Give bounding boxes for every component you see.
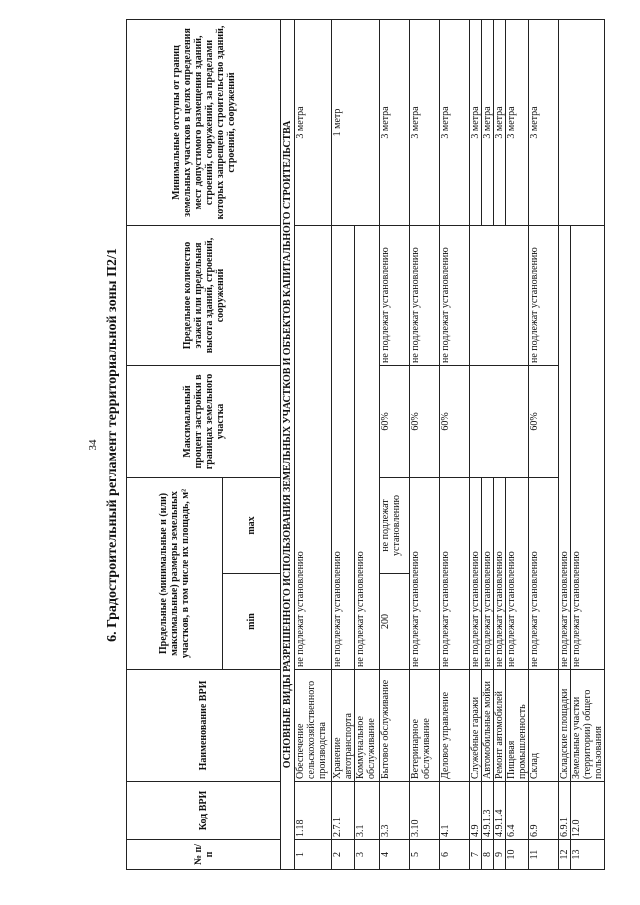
cell-size: не подлежат установлению [470, 477, 482, 669]
cell-size: не подлежат установлению [482, 477, 494, 669]
table-row [559, 19, 571, 869]
cell-num: 8 [482, 840, 494, 870]
cell-code: 3.10 [410, 782, 440, 840]
cell-setback: 3 метра [482, 19, 494, 225]
page-number: 34 [87, 439, 99, 451]
cell-setback: 3 метра [440, 19, 470, 225]
table-row [332, 19, 355, 869]
table-row [440, 19, 470, 869]
cell-name: Автомобильные мойки [482, 670, 494, 782]
cell-num: 1 [295, 840, 332, 870]
cell-num: 5 [410, 840, 440, 870]
cell-code: 12.0 [571, 782, 605, 840]
cell-num: 13 [571, 840, 605, 870]
cell-setback: 3 метра [380, 19, 410, 225]
cell-name: Ветеринарное обслуживание [410, 670, 440, 782]
cell-num: 3 [355, 840, 380, 870]
cell-max: не подлежат установлению [380, 477, 410, 573]
header-setback: Минимальные отступы от границ земельных участков в целях определения мест допустимого размещения зданий, строений, сооружений, за пределами которых запрещено строительство зданий, строений, сооружений [127, 19, 281, 225]
cell-num: 12 [559, 840, 571, 870]
cell-code: 1.18 [295, 782, 332, 840]
cell-name: Бытовое обслуживание [380, 670, 410, 782]
cell-size: не подлежат установлению [506, 477, 529, 669]
header-build-pct: Максимальный процент застройки в границах земельного участка [127, 365, 281, 477]
cell-min: 200 [380, 574, 410, 670]
cell-num: 4 [380, 840, 410, 870]
cell-size: не подлежат установлению [410, 477, 440, 669]
cell-name: Складские площадки [559, 670, 571, 782]
cell-size: не подлежат установлению [571, 225, 605, 669]
cell-floors: не подлежат установлению [410, 225, 440, 365]
cell-floors [470, 225, 529, 365]
rotated-page [80, 20, 604, 870]
cell-setback: 1 метр [332, 19, 380, 225]
header-floors: Предельное количество этажей или предельная высота зданий, строений, сооружений [127, 225, 281, 365]
cell-name: Обеспечение сельскохозяйственного производства [295, 670, 332, 782]
section-title: ОСНОВНЫЕ ВИДЫ РАЗРЕШЕННОГО ИСПОЛЬЗОВАНИЯ ЗЕМЕЛЬНЫХ УЧАСТКОВ И ОБЪЕКТОВ КАПИТАЛЬНОГО СТРОИТЕЛЬСТВА [281, 19, 295, 869]
cell-code: 6.9.1 [559, 782, 571, 840]
cell-floors: не подлежат установлению [440, 225, 470, 365]
cell-setback [559, 19, 605, 225]
cell-size: не подлежат установлению [332, 225, 355, 669]
cell-name: Служебные гаражи [470, 670, 482, 782]
cell-code: 3.3 [380, 782, 410, 840]
cell-name: Ремонт автомобилей [494, 670, 506, 782]
cell-num: 9 [494, 840, 506, 870]
header-num: № п/п [127, 840, 281, 870]
cell-name: Земельные участки (территории) общего пользования [571, 670, 605, 782]
cell-name: Коммунальное обслуживание [355, 670, 380, 782]
cell-num: 2 [332, 840, 355, 870]
cell-setback: 3 метра [410, 19, 440, 225]
cell-setback: 3 метра [506, 19, 529, 225]
cell-name: Склад [529, 670, 559, 782]
cell-setback: 3 метра [295, 19, 332, 225]
cell-code: 2.7.1 [332, 782, 355, 840]
cell-setback: 3 метра [529, 19, 559, 225]
table-row [529, 19, 559, 869]
cell-code: 4.9 [470, 782, 482, 840]
cell-build-pct [470, 365, 529, 477]
cell-num: 6 [440, 840, 470, 870]
cell-name: Деловое управление [440, 670, 470, 782]
cell-num: 11 [529, 840, 559, 870]
cell-setback: 3 метра [470, 19, 482, 225]
cell-setback: 3 метра [494, 19, 506, 225]
cell-size: не подлежат установлению [440, 477, 470, 669]
page-title: 6. Градостроительный регламент территориальной зоны П2/1 [105, 248, 120, 642]
table-row [470, 19, 482, 869]
cell-num: 10 [506, 840, 529, 870]
cell-build-pct: 60% [380, 365, 410, 477]
cell-size: не подлежат установлению [494, 477, 506, 669]
cell-code: 6.4 [506, 782, 529, 840]
table-row [295, 19, 332, 869]
regulation-table [126, 19, 605, 870]
section-row [281, 19, 295, 869]
cell-build-pct: 60% [440, 365, 470, 477]
cell-code: 4.9.1.4 [494, 782, 506, 840]
header-size: Предельные (минимальные и (или) максимальные) размеры земельных участков, в том числе их площадь, м² [127, 477, 223, 669]
table-row [380, 19, 410, 869]
cell-build-pct: 60% [410, 365, 440, 477]
cell-code: 3.1 [355, 782, 380, 840]
cell-size: не подлежат установлению [559, 225, 571, 669]
cell-size: не подлежат установлению [295, 225, 332, 669]
cell-floors: не подлежат установлению [380, 225, 410, 365]
cell-build-pct: 60% [529, 365, 559, 477]
header-max: max [223, 477, 281, 573]
header-min: min [223, 574, 281, 670]
cell-code: 4.9.1.3 [482, 782, 494, 840]
cell-name: Пищевая промышленность [506, 670, 529, 782]
table-row [410, 19, 440, 869]
cell-code: 4.1 [440, 782, 470, 840]
header-code: Код ВРИ [127, 782, 281, 840]
cell-floors: не подлежат установлению [529, 225, 559, 365]
cell-num: 7 [470, 840, 482, 870]
cell-size: не подлежат установлению [355, 225, 380, 669]
cell-size: не подлежат установлению [529, 477, 559, 669]
cell-name: Хранение автотранспорта [332, 670, 355, 782]
header-name: Наименование ВРИ [127, 670, 281, 782]
cell-code: 6.9 [529, 782, 559, 840]
